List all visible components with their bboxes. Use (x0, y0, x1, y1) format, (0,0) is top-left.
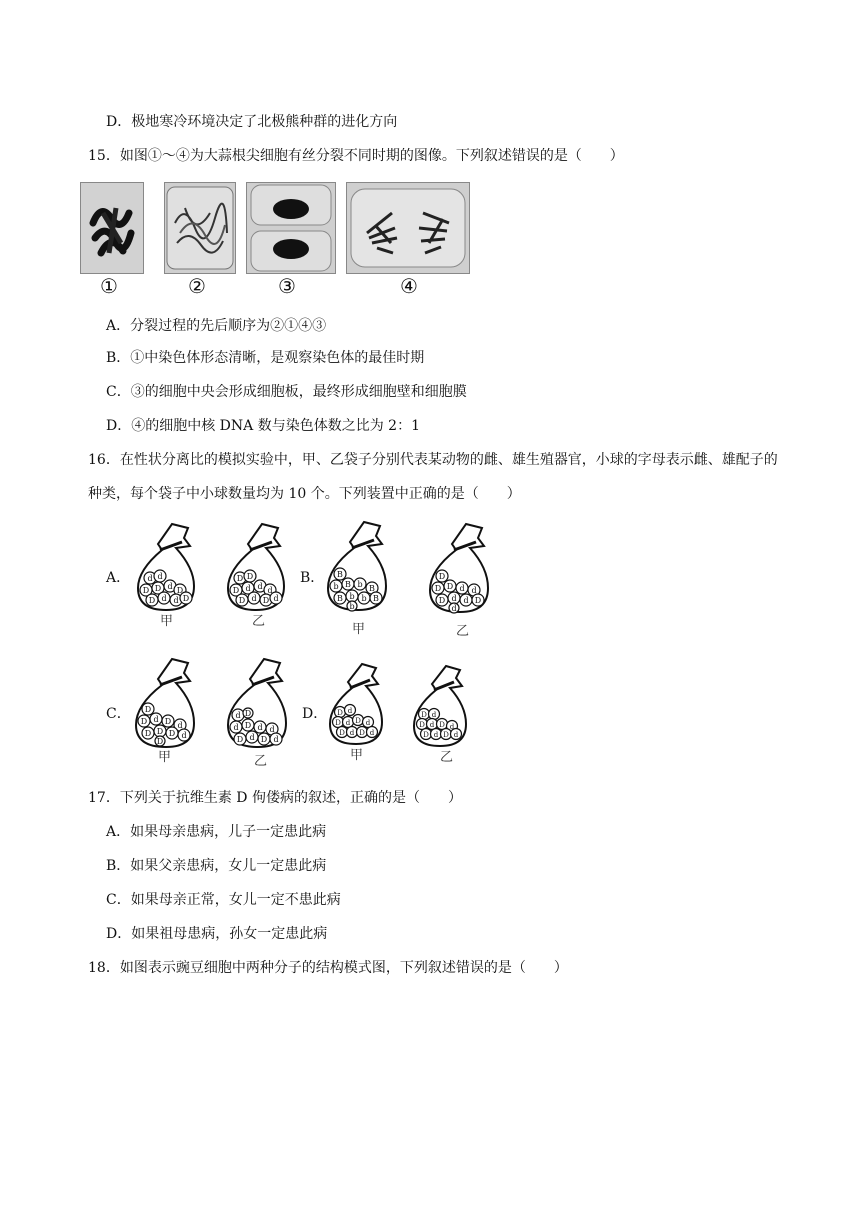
svg-text:D: D (438, 596, 446, 605)
svg-text:b: b (349, 592, 355, 601)
svg-text:d: d (177, 721, 183, 730)
svg-text:b: b (357, 580, 363, 589)
svg-text:b: b (333, 582, 339, 591)
q17-option-b: B．如果父亲患病，女儿一定患此病 (106, 858, 327, 874)
svg-text:D: D (244, 709, 252, 718)
svg-text:d: d (153, 715, 159, 724)
q15-stem: 15．如图①～④为大蒜根尖细胞有丝分裂不同时期的图像。下列叙述错误的是（ ） (88, 148, 624, 164)
bag-c-jia (130, 655, 202, 751)
svg-text:b: b (361, 594, 367, 603)
svg-text:d: d (267, 586, 273, 595)
micrograph-2 (164, 182, 236, 274)
svg-text:d: d (463, 596, 469, 605)
svg-text:D: D (156, 727, 164, 736)
svg-text:d: d (167, 582, 173, 591)
svg-text:d: d (451, 594, 457, 603)
q17-option-d: D．如果祖母患病，孙女一定患此病 (106, 926, 328, 942)
q18-stem: 18．如图表示豌豆细胞中两种分子的结构模式图，下列叙述错误的是（ ） (88, 960, 568, 976)
svg-text:D: D (232, 586, 240, 595)
q15-option-c: C．③的细胞中央会形成细胞板，最终形成细胞壁和细胞膜 (106, 384, 467, 400)
bag-b-yi-label: 乙 (456, 624, 470, 639)
svg-text:D: D (423, 731, 429, 739)
svg-text:D: D (144, 705, 152, 714)
bag-d-yi (408, 662, 474, 750)
svg-text:D: D (438, 572, 446, 581)
bag-a-yi (222, 520, 292, 615)
svg-text:d: d (347, 707, 353, 715)
svg-text:d: d (431, 711, 437, 719)
svg-text:d: d (451, 604, 457, 613)
q16-option-d-letter: D． (302, 706, 328, 722)
svg-text:D: D (419, 721, 425, 729)
svg-text:D: D (446, 582, 454, 591)
svg-text:d: d (429, 721, 435, 729)
bag-b-yi (424, 520, 496, 616)
svg-text:D: D (434, 584, 442, 593)
micrograph-1 (80, 182, 144, 274)
svg-text:d: d (369, 729, 375, 737)
svg-text:B: B (337, 570, 343, 579)
q15-option-d: D．④的细胞中核 DNA 数与染色体数之比为 2：1 (106, 418, 420, 434)
q16-option-b-letter: B． (300, 570, 325, 586)
bag-b-jia (322, 518, 394, 616)
svg-text:d: d (251, 594, 257, 603)
image-label-3: ③ (278, 274, 296, 298)
svg-text:D: D (236, 735, 244, 744)
svg-text:d: d (453, 731, 459, 739)
svg-text:d: d (365, 719, 371, 727)
svg-text:D: D (337, 709, 343, 717)
svg-text:d: d (161, 594, 167, 603)
svg-text:d: d (257, 582, 263, 591)
bag-d-yi-label: 乙 (440, 750, 454, 765)
image-label-2: ② (188, 274, 206, 298)
q15-option-b: B．①中染色体形态清晰，是观察染色体的最佳时期 (106, 350, 425, 366)
svg-text:B: B (345, 580, 351, 589)
svg-text:D: D (182, 594, 190, 603)
svg-text:d: d (249, 733, 255, 742)
svg-text:D: D (164, 717, 172, 726)
bag-d-jia-label: 甲 (350, 748, 364, 763)
svg-text:D: D (154, 584, 162, 593)
svg-text:D: D (260, 735, 268, 744)
svg-text:D: D (244, 721, 252, 730)
q16-stem: 16．在性状分离比的模拟实验中，甲、乙袋子分别代表某动物的雌、雄生殖器官，小球的字母表示雌、雄配子的种类，每个袋子中小球数量均为 10 个。下列装置中正确的是（ ） (88, 452, 778, 502)
svg-text:D: D (439, 721, 445, 729)
svg-text:d: d (257, 723, 263, 732)
svg-text:D: D (142, 586, 150, 595)
svg-text:d: d (235, 711, 241, 720)
bag-c-yi-label: 乙 (254, 754, 268, 769)
svg-text:d: d (433, 731, 439, 739)
svg-text:D: D (335, 719, 341, 727)
svg-text:D: D (238, 596, 246, 605)
svg-text:d: d (449, 723, 455, 731)
svg-text:d: d (345, 719, 351, 727)
svg-text:D: D (421, 711, 427, 719)
svg-text:d: d (459, 584, 465, 593)
image-label-1: ① (100, 274, 118, 298)
svg-text:D: D (359, 729, 365, 737)
svg-text:d: d (349, 729, 355, 737)
q17-option-c: C．如果母亲正常，女儿一定不患此病 (106, 892, 341, 908)
q15-option-a: A．分裂过程的先后顺序为②①④③ (106, 318, 327, 334)
svg-text:d: d (273, 594, 279, 603)
svg-text:D: D (176, 586, 184, 595)
svg-text:d: d (147, 574, 153, 583)
svg-text:D: D (355, 717, 361, 725)
svg-text:B: B (369, 584, 375, 593)
bag-c-yi (222, 655, 294, 753)
svg-text:d: d (181, 731, 187, 740)
svg-text:d: d (269, 725, 275, 734)
svg-text:d: d (471, 586, 477, 595)
micrograph-3 (246, 182, 336, 274)
svg-text:b: b (349, 602, 355, 611)
q14-option-d: D．极地寒冷环境决定了北极熊种群的进化方向 (106, 114, 398, 130)
q16-option-c-letter: C． (106, 706, 131, 722)
svg-text:D: D (443, 731, 449, 739)
svg-text:D: D (148, 596, 156, 605)
svg-text:d: d (157, 572, 163, 581)
bag-a-jia-label: 甲 (160, 614, 174, 629)
svg-text:D: D (140, 717, 148, 726)
micrograph-4 (346, 182, 470, 274)
svg-text:d: d (245, 584, 251, 593)
svg-text:D: D (262, 596, 270, 605)
bag-d-jia (324, 660, 390, 748)
q17-stem: 17．下列关于抗维生素 D 佝偻病的叙述，正确的是（ ） (88, 790, 462, 806)
image-label-4: ④ (400, 274, 418, 298)
bag-a-jia (132, 520, 202, 615)
svg-text:D: D (236, 574, 244, 583)
q17-option-a: A．如果母亲患病，儿子一定患此病 (106, 824, 327, 840)
svg-text:D: D (168, 729, 176, 738)
bag-a-yi-label: 乙 (252, 614, 266, 629)
svg-text:d: d (233, 723, 239, 732)
svg-text:d: d (273, 735, 279, 744)
svg-text:D: D (474, 596, 482, 605)
svg-text:D: D (339, 729, 345, 737)
bag-c-jia-label: 甲 (158, 750, 172, 765)
svg-text:B: B (373, 594, 379, 603)
svg-text:D: D (156, 737, 164, 746)
q16-option-a-letter: A． (106, 570, 131, 586)
svg-text:D: D (144, 729, 152, 738)
svg-text:D: D (246, 572, 254, 581)
bag-b-jia-label: 甲 (352, 622, 366, 637)
svg-text:d: d (173, 596, 179, 605)
svg-text:B: B (337, 594, 343, 603)
